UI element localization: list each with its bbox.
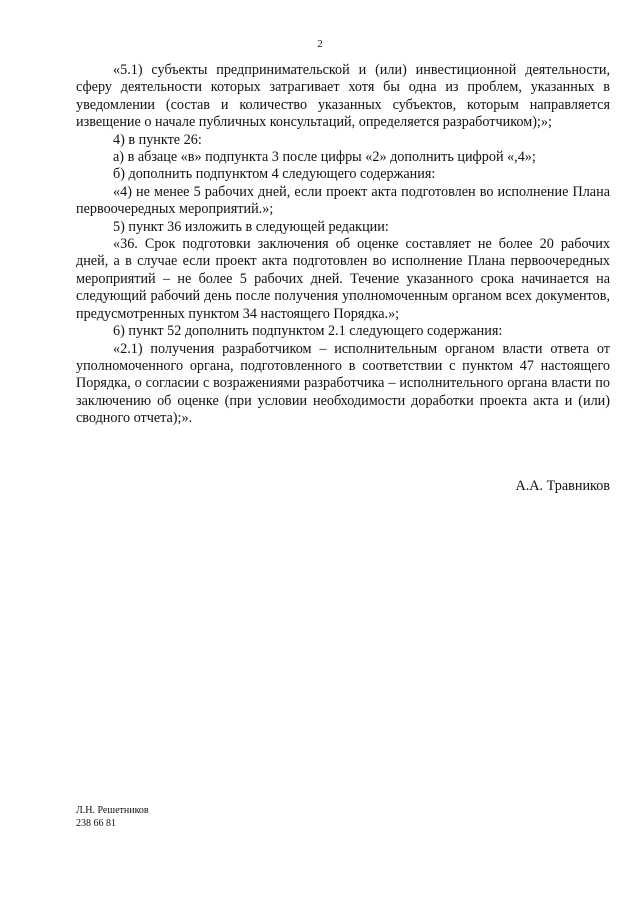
document-body xyxy=(76,62,610,428)
paragraph-subitem-b: б) дополнить подпунктом 4 следующего содержания: xyxy=(113,166,436,183)
executor-footer xyxy=(76,804,149,830)
paragraph-item-5: 5) пункт 36 изложить в следующей редакции: xyxy=(113,218,389,235)
page-number: 2 xyxy=(317,38,323,50)
executor-name: Л.Н. Решетников xyxy=(76,805,149,816)
paragraph-subitem-a: а) в абзаце «в» подпункта 3 после цифры «2» дополнить цифрой «,4»; xyxy=(113,149,536,166)
executor-phone: 238 66 81 xyxy=(76,818,116,829)
paragraph-quote-2-1: «2.1) получения разработчиком – исполнительным органом власти ответа от уполномоченного органа, подготовленного в соответствии с пунктом 47 настоящего Порядка, о согласии с возражениями разработчика – исполнительного органа власти по заключению об оценке (при условии необходимости доработки проекта акта и (или) сводного отчета);». xyxy=(76,340,610,427)
signature-name: А.А. Травников xyxy=(515,478,610,494)
paragraph-item-4: 4) в пункте 26: xyxy=(113,131,202,148)
paragraph-item-6: 6) пункт 52 дополнить подпунктом 2.1 следующего содержания: xyxy=(113,323,503,340)
paragraph-5-1-subjects: «5.1) субъекты предпринимательской и (или) инвестиционной деятельности, сферу деятельности которых затрагивает хотя бы одна из проблем, указанных в уведомлении (состав и количество указанных субъектов, которым направляется извещение о начале публичных консультаций, определяется разработчиком);»; xyxy=(76,62,610,131)
paragraph-quote-4: «4) не менее 5 рабочих дней, если проект акта подготовлен во исполнение Плана первоочередных мероприятий.»; xyxy=(76,183,610,218)
paragraph-quote-36: «36. Срок подготовки заключения об оценке составляет не более 20 рабочих дней, а в случае если проект акта подготовлен во исполнение Плана первоочередных мероприятий – не более 5 рабочих дней. Течение указанного срока начинается на следующий рабочий день после получения уполномоченным органом всех документов, предусмотренных пунктом 34 настоящего Порядка.»; xyxy=(76,236,610,322)
